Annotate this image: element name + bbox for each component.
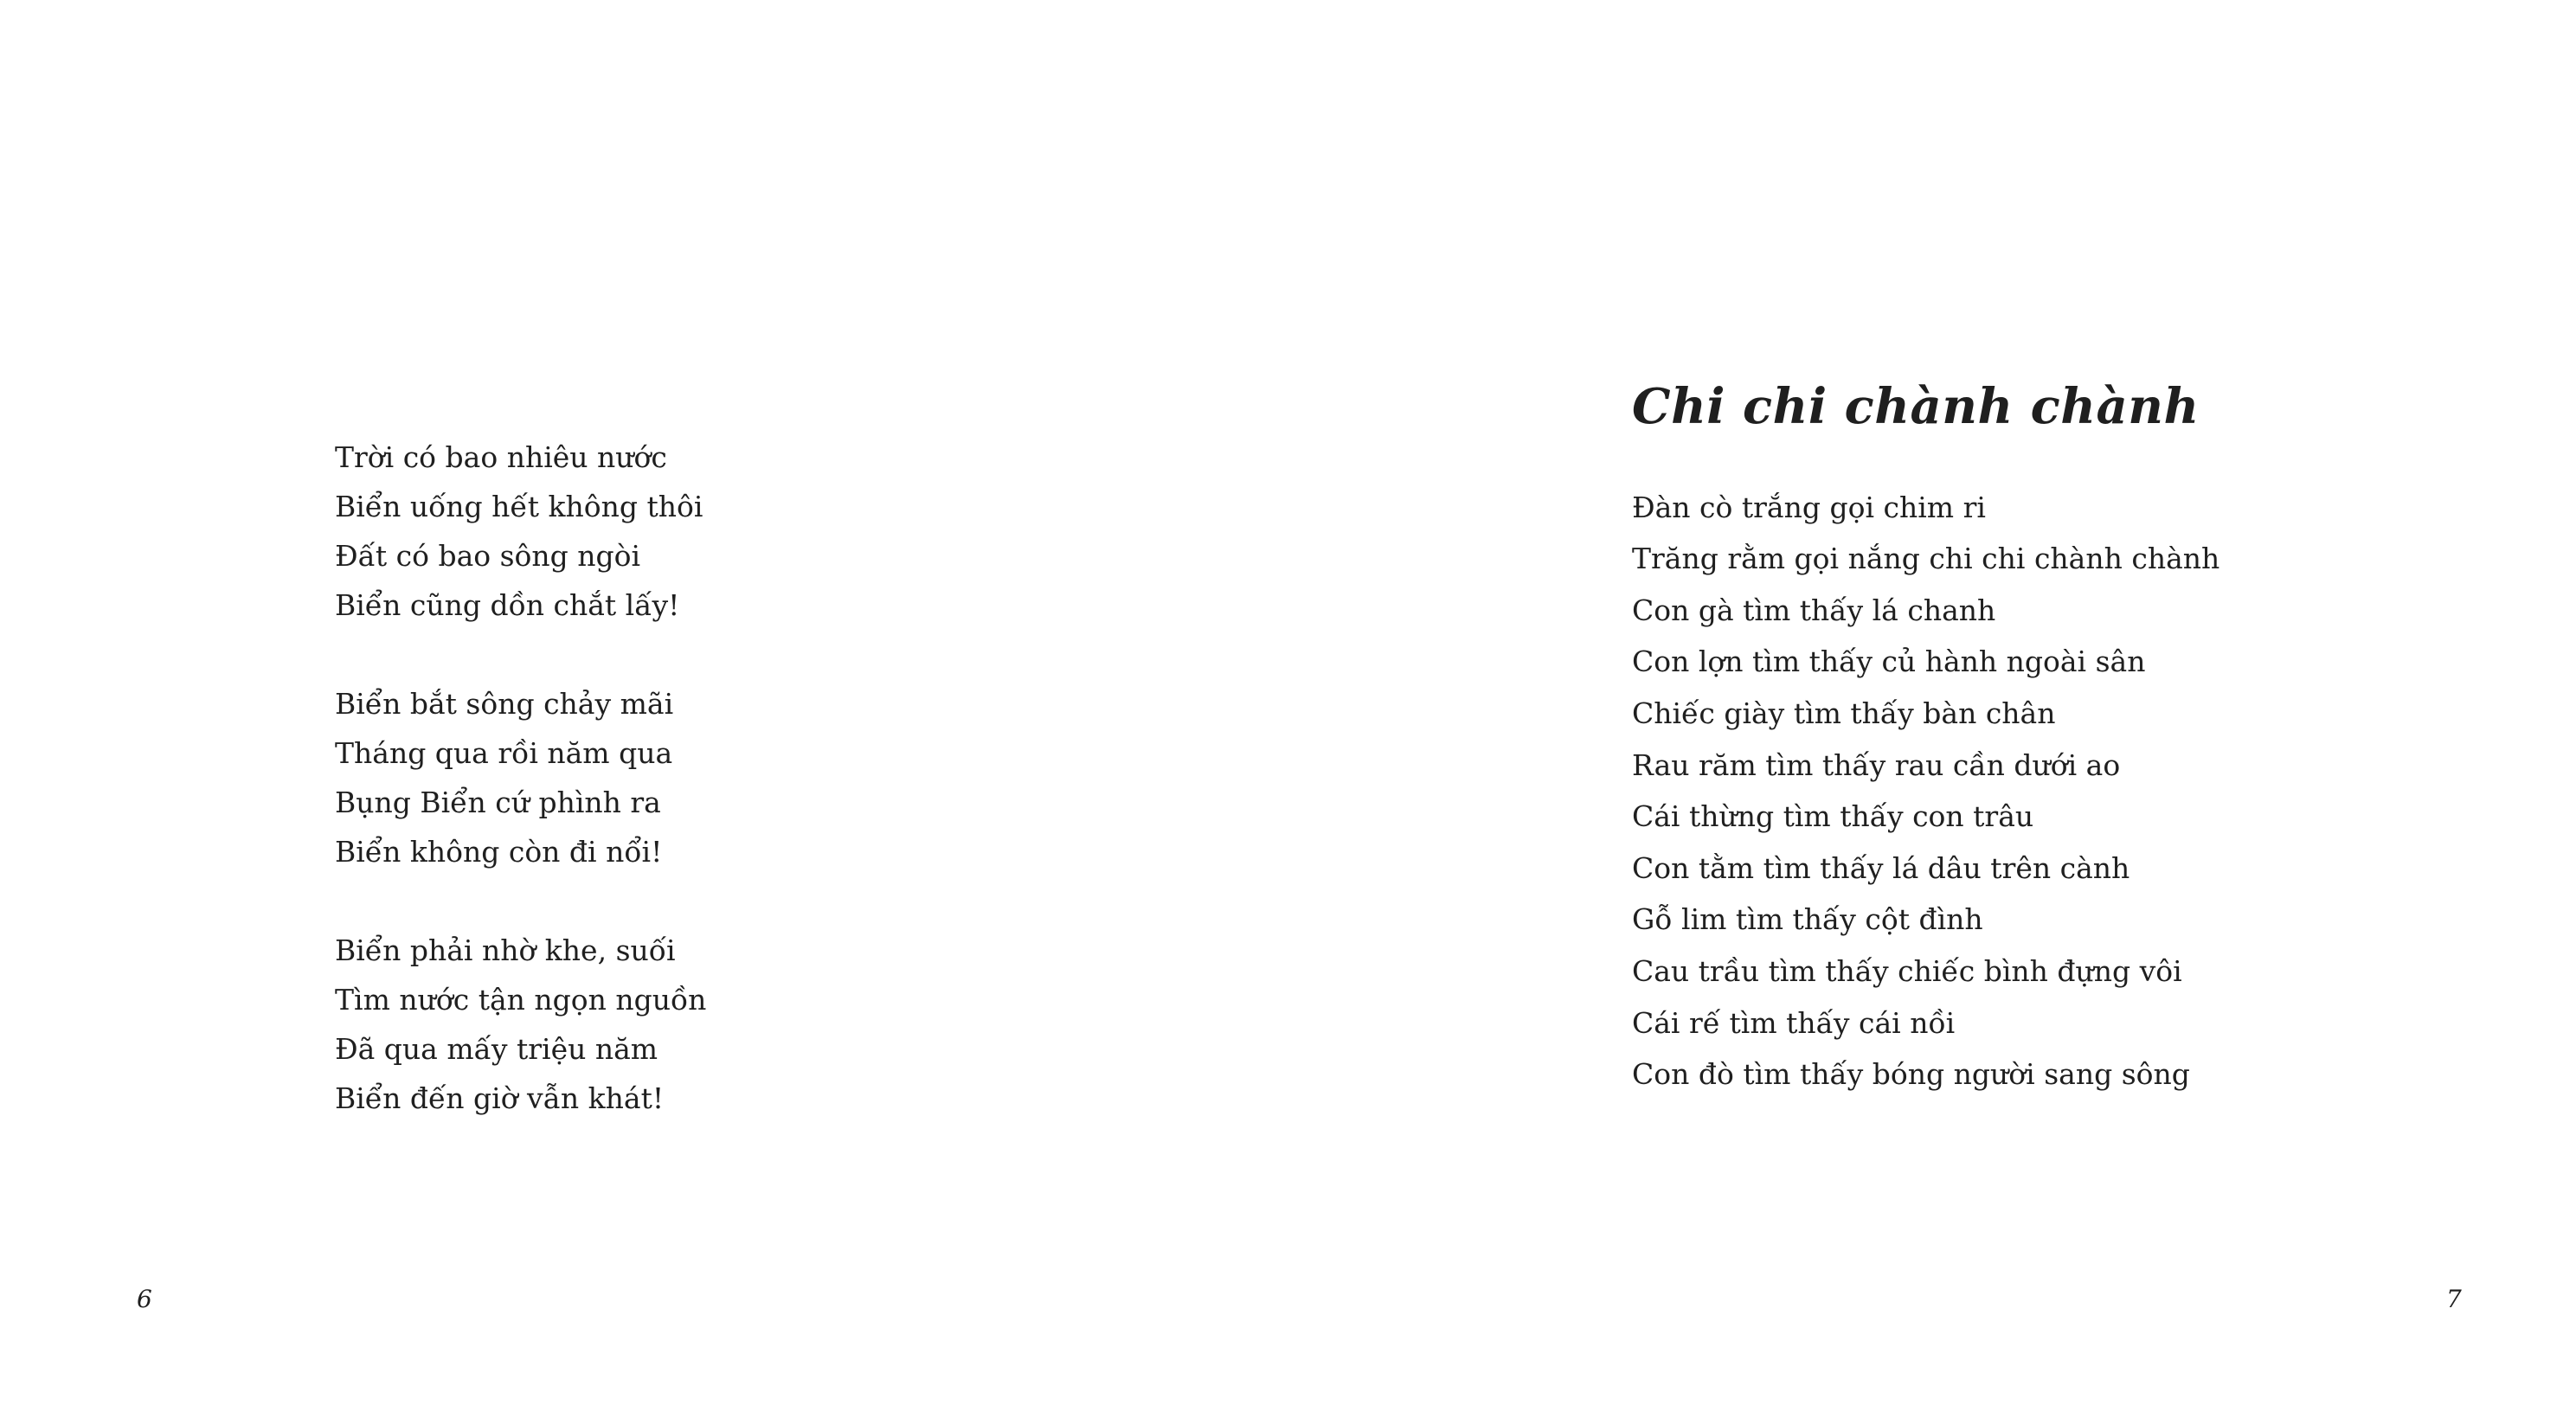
poem-line: Cau trầu tìm thấy chiếc bình đựng vôi: [1632, 953, 2182, 988]
poem-line: Đất có bao sông ngòi: [335, 539, 641, 573]
poem-line: Trời có bao nhiêu nước: [335, 440, 667, 474]
stanza-3: [335, 926, 1114, 1123]
stanza-1: [335, 433, 1114, 630]
poem-line: Rau răm tìm thấy rau cần dưới ao: [1632, 747, 2121, 782]
stanza-2: [335, 679, 1114, 876]
poem-line: Tháng qua rồi năm qua: [335, 736, 673, 770]
poem-line: Cái rế tìm thấy cái nồi: [1632, 1005, 1956, 1040]
poem-title: Chi chi chành chành: [1632, 378, 2200, 435]
poem-line: Tìm nước tận ngọn nguồn: [335, 983, 707, 1017]
poem-line: Chiếc giày tìm thấy bàn chân: [1632, 696, 2056, 730]
poem-line: Bụng Biển cứ phình ra: [335, 786, 661, 819]
left-poem: [335, 433, 1114, 1123]
right-page: [1288, 0, 2576, 1424]
poem-line: Biển uống hết không thôi: [335, 490, 703, 523]
page-number-right: 7: [2446, 1285, 2462, 1313]
poem-line: Đàn cò trắng gọi chim ri: [1632, 490, 1986, 524]
poem-line: Con gà tìm thấy lá chanh: [1632, 593, 1996, 627]
poem-line: Biển phải nhờ khe, suối: [335, 933, 676, 967]
poem-line: Biển cũng dồn chắt lấy!: [335, 588, 680, 622]
poem-line: Con đò tìm thấy bóng người sang sông: [1632, 1057, 2190, 1092]
poem-line: Gỗ lim tìm thấy cột đình: [1632, 902, 1983, 937]
poem-line: Con lợn tìm thấy củ hành ngoài sân: [1632, 645, 2146, 679]
poem-line: Trăng rằm gọi nắng chi chi chành chành: [1632, 542, 2220, 576]
poem-body: [1632, 482, 2497, 1100]
poem-line: Biển bắt sông chảy mãi: [335, 687, 674, 721]
page-number-left: 6: [137, 1285, 152, 1313]
poem-line: Con tằm tìm thấy lá dâu trên cành: [1632, 850, 2130, 885]
right-poem: [1632, 378, 2497, 1100]
poem-line: Cái thừng tìm thấy con trâu: [1632, 799, 2034, 834]
poem-line: Đã qua mấy triệu năm: [335, 1032, 658, 1066]
poem-line: Biển đến giờ vẫn khát!: [335, 1081, 665, 1115]
poem-line: Biển không còn đi nổi!: [335, 835, 663, 869]
